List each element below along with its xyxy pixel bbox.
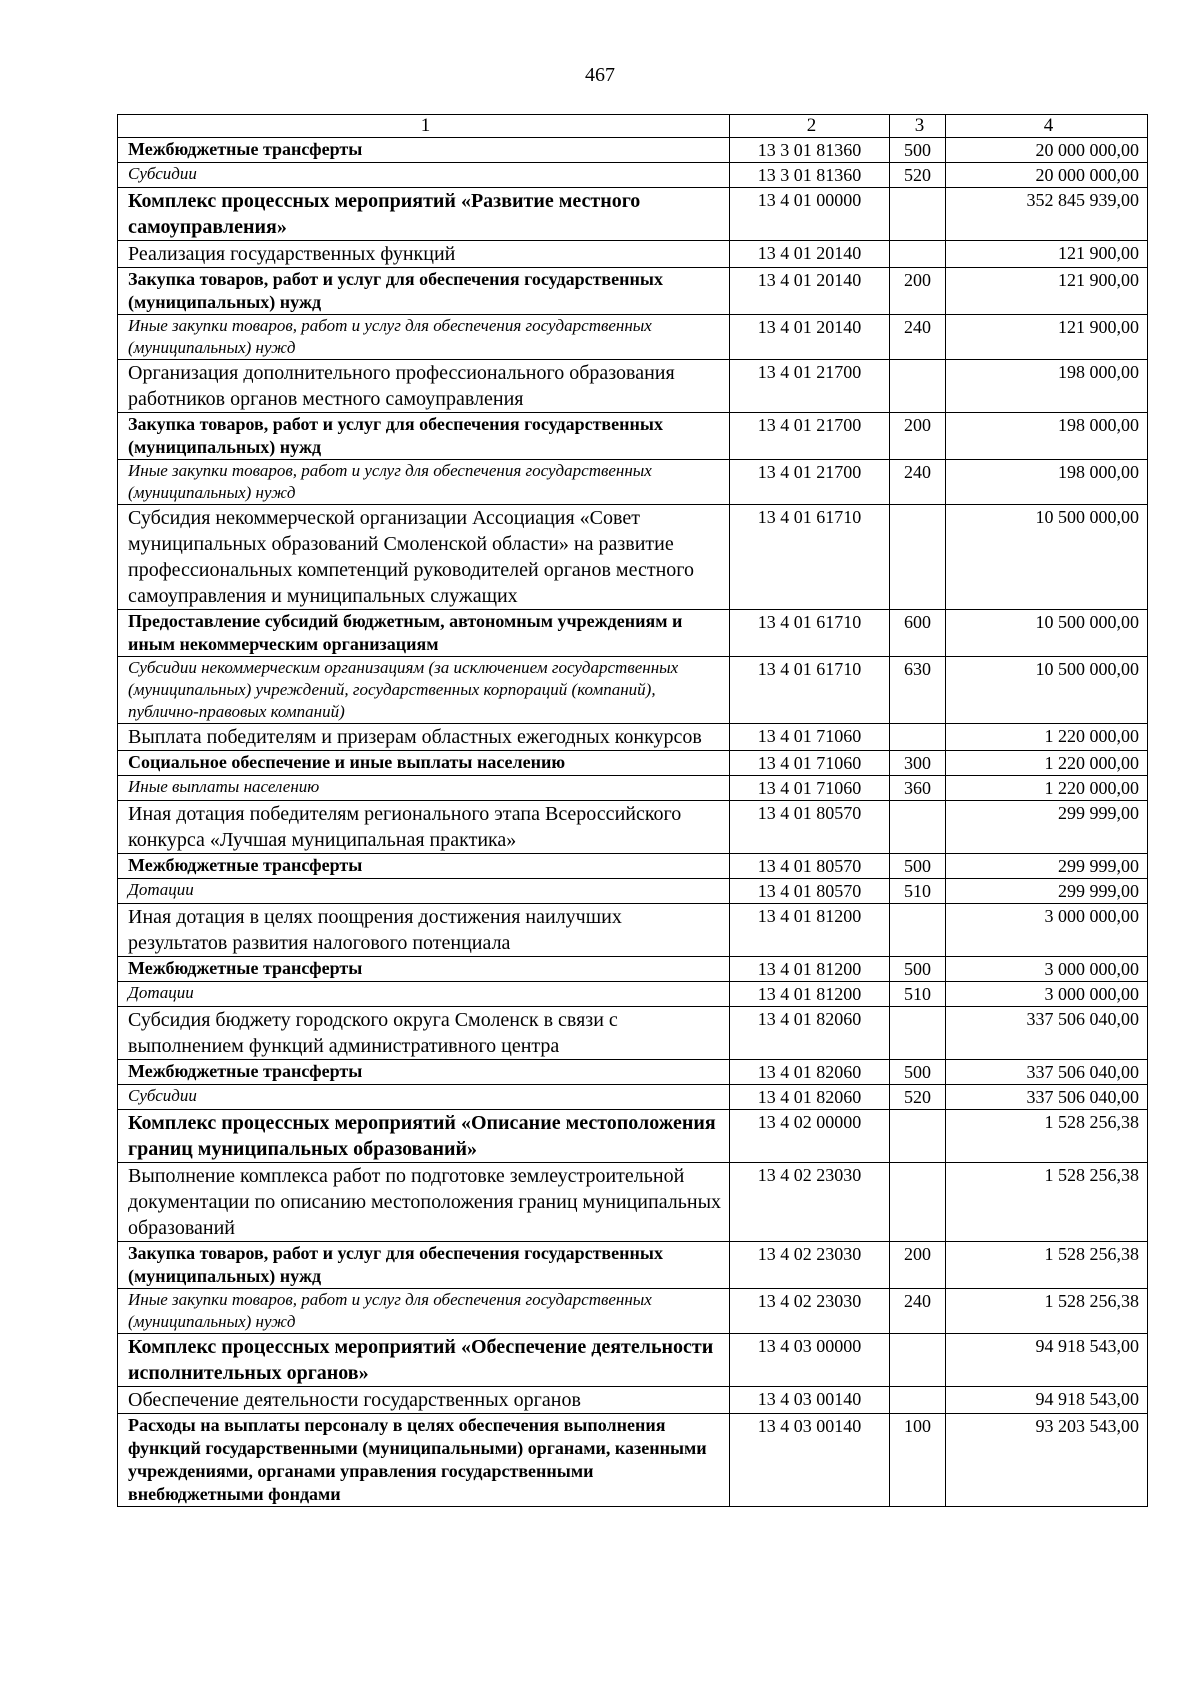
row-name-cell: Обеспечение деятельности государственных органов (118, 1387, 730, 1414)
row-type-cell: 300 (890, 751, 946, 776)
row-name-cell: Субсидии (118, 163, 730, 188)
row-name-cell: Субсидии (118, 1085, 730, 1110)
row-code-cell: 13 4 03 00000 (730, 1334, 890, 1387)
row-code-cell: 13 4 01 20140 (730, 241, 890, 268)
row-amount-cell: 1 220 000,00 (946, 724, 1148, 751)
row-name-cell: Предоставление субсидий бюджетным, автономным учреждениям и иным некоммерческим организациям (118, 610, 730, 657)
table-row (118, 163, 1148, 188)
row-name-cell: Иные закупки товаров, работ и услуг для обеспечения государственных (муниципальных) нужд (118, 1289, 730, 1334)
row-type-cell (890, 904, 946, 957)
row-type-cell (890, 505, 946, 610)
row-code-cell: 13 4 02 23030 (730, 1163, 890, 1242)
row-code-cell: 13 4 02 23030 (730, 1289, 890, 1334)
row-type-cell: 200 (890, 1242, 946, 1289)
row-type-cell: 500 (890, 138, 946, 163)
row-type-cell: 500 (890, 1060, 946, 1085)
table-row (118, 610, 1148, 657)
row-code-cell: 13 4 01 20140 (730, 315, 890, 360)
table-row (118, 1085, 1148, 1110)
row-code-cell: 13 4 02 23030 (730, 1242, 890, 1289)
row-name-cell: Субсидия некоммерческой организации Ассоциация «Совет муниципальных образований Смоленской области» на развитие профессиональных компетенций руководителей органов местного самоуправления и муниципальных служащих (118, 505, 730, 610)
table-row (118, 982, 1148, 1007)
row-amount-cell: 1 528 256,38 (946, 1289, 1148, 1334)
table-row (118, 413, 1148, 460)
row-type-cell (890, 1334, 946, 1387)
row-amount-cell: 121 900,00 (946, 268, 1148, 315)
row-amount-cell: 1 528 256,38 (946, 1110, 1148, 1163)
row-amount-cell: 337 506 040,00 (946, 1060, 1148, 1085)
table-row (118, 776, 1148, 801)
row-name-cell: Иные закупки товаров, работ и услуг для обеспечения государственных (муниципальных) нужд (118, 315, 730, 360)
row-name-cell: Комплекс процессных мероприятий «Развитие местного самоуправления» (118, 188, 730, 241)
row-code-cell: 13 4 01 71060 (730, 776, 890, 801)
row-type-cell (890, 1007, 946, 1060)
row-type-cell: 360 (890, 776, 946, 801)
row-amount-cell: 93 203 543,00 (946, 1414, 1148, 1507)
row-name-cell: Выплата победителям и призерам областных ежегодных конкурсов (118, 724, 730, 751)
table-row (118, 268, 1148, 315)
row-type-cell: 510 (890, 982, 946, 1007)
table-row (118, 724, 1148, 751)
table-row (118, 1387, 1148, 1414)
row-code-cell: 13 4 01 81200 (730, 982, 890, 1007)
row-code-cell: 13 4 01 71060 (730, 751, 890, 776)
row-type-cell: 240 (890, 315, 946, 360)
row-amount-cell: 352 845 939,00 (946, 188, 1148, 241)
row-code-cell: 13 4 01 21700 (730, 460, 890, 505)
table-row (118, 854, 1148, 879)
table-row (118, 505, 1148, 610)
row-name-cell: Комплекс процессных мероприятий «Описание местоположения границ муниципальных образований» (118, 1110, 730, 1163)
column-header-1: 1 (118, 115, 730, 138)
row-name-cell: Закупка товаров, работ и услуг для обеспечения государственных (муниципальных) нужд (118, 1242, 730, 1289)
row-code-cell: 13 4 01 82060 (730, 1085, 890, 1110)
row-type-cell (890, 801, 946, 854)
row-type-cell: 200 (890, 413, 946, 460)
table-row (118, 879, 1148, 904)
table-row (118, 1163, 1148, 1242)
table-row (118, 751, 1148, 776)
row-amount-cell: 337 506 040,00 (946, 1085, 1148, 1110)
row-name-cell: Межбюджетные трансферты (118, 957, 730, 982)
table-row (118, 1110, 1148, 1163)
row-name-cell: Закупка товаров, работ и услуг для обеспечения государственных (муниципальных) нужд (118, 413, 730, 460)
row-name-cell: Комплекс процессных мероприятий «Обеспечение деятельности исполнительных органов» (118, 1334, 730, 1387)
table-row (118, 1334, 1148, 1387)
table-row (118, 657, 1148, 724)
row-name-cell: Субсидии некоммерческим организациям (за исключением государственных (муниципальных) учреждений, государственных корпораций (компаний), публично-правовых компаний) (118, 657, 730, 724)
table-row (118, 241, 1148, 268)
row-amount-cell: 3 000 000,00 (946, 982, 1148, 1007)
table-row (118, 1289, 1148, 1334)
row-type-cell (890, 360, 946, 413)
row-name-cell: Выполнение комплекса работ по подготовке землеустроительной документации по описанию местоположения границ муниципальных образований (118, 1163, 730, 1242)
row-code-cell: 13 4 01 81200 (730, 904, 890, 957)
row-code-cell: 13 4 01 71060 (730, 724, 890, 751)
row-amount-cell: 3 000 000,00 (946, 957, 1148, 982)
row-name-cell: Иная дотация победителям регионального этапа Всероссийского конкурса «Лучшая муниципальная практика» (118, 801, 730, 854)
row-amount-cell: 94 918 543,00 (946, 1387, 1148, 1414)
row-type-cell: 600 (890, 610, 946, 657)
row-name-cell: Дотации (118, 982, 730, 1007)
table-row (118, 801, 1148, 854)
row-amount-cell: 10 500 000,00 (946, 610, 1148, 657)
row-code-cell: 13 4 01 80570 (730, 879, 890, 904)
row-type-cell: 240 (890, 1289, 946, 1334)
row-name-cell: Расходы на выплаты персоналу в целях обеспечения выполнения функций государственными (муниципальными) органами, казенными учреждениями, органами управления государственными внебюджетными фондами (118, 1414, 730, 1507)
row-amount-cell: 121 900,00 (946, 241, 1148, 268)
table-row (118, 460, 1148, 505)
row-type-cell (890, 724, 946, 751)
row-amount-cell: 1 220 000,00 (946, 776, 1148, 801)
row-name-cell: Реализация государственных функций (118, 241, 730, 268)
row-amount-cell: 1 528 256,38 (946, 1163, 1148, 1242)
row-amount-cell: 198 000,00 (946, 460, 1148, 505)
row-type-cell (890, 1387, 946, 1414)
table-row (118, 904, 1148, 957)
page-number: 467 (585, 64, 615, 86)
table-header-row (118, 115, 1148, 138)
table-row (118, 138, 1148, 163)
row-type-cell: 630 (890, 657, 946, 724)
budget-table (117, 114, 1148, 1507)
row-type-cell: 520 (890, 163, 946, 188)
row-code-cell: 13 4 02 00000 (730, 1110, 890, 1163)
table-row (118, 957, 1148, 982)
row-name-cell: Межбюджетные трансферты (118, 1060, 730, 1085)
row-type-cell: 200 (890, 268, 946, 315)
row-name-cell: Закупка товаров, работ и услуг для обеспечения государственных (муниципальных) нужд (118, 268, 730, 315)
table-row (118, 1060, 1148, 1085)
row-type-cell: 520 (890, 1085, 946, 1110)
row-code-cell: 13 4 03 00140 (730, 1414, 890, 1507)
row-type-cell: 240 (890, 460, 946, 505)
table-row (118, 315, 1148, 360)
table-row (118, 1007, 1148, 1060)
row-code-cell: 13 3 01 81360 (730, 138, 890, 163)
row-name-cell: Межбюджетные трансферты (118, 138, 730, 163)
row-type-cell (890, 188, 946, 241)
row-type-cell: 500 (890, 854, 946, 879)
row-code-cell: 13 4 01 81200 (730, 957, 890, 982)
row-amount-cell: 20 000 000,00 (946, 163, 1148, 188)
row-code-cell: 13 4 01 80570 (730, 854, 890, 879)
table-body (118, 115, 1148, 1507)
row-name-cell: Межбюджетные трансферты (118, 854, 730, 879)
row-code-cell: 13 4 01 00000 (730, 188, 890, 241)
column-header-4: 4 (946, 115, 1148, 138)
row-code-cell: 13 4 01 82060 (730, 1007, 890, 1060)
row-code-cell: 13 4 01 20140 (730, 268, 890, 315)
row-type-cell (890, 241, 946, 268)
row-name-cell: Организация дополнительного профессионального образования работников органов местного самоуправления (118, 360, 730, 413)
row-amount-cell: 337 506 040,00 (946, 1007, 1148, 1060)
row-amount-cell: 20 000 000,00 (946, 138, 1148, 163)
row-amount-cell: 121 900,00 (946, 315, 1148, 360)
row-amount-cell: 3 000 000,00 (946, 904, 1148, 957)
row-amount-cell: 94 918 543,00 (946, 1334, 1148, 1387)
row-code-cell: 13 4 01 21700 (730, 360, 890, 413)
row-type-cell: 500 (890, 957, 946, 982)
row-amount-cell: 299 999,00 (946, 801, 1148, 854)
table-row (118, 360, 1148, 413)
table-row (118, 1242, 1148, 1289)
row-amount-cell: 299 999,00 (946, 854, 1148, 879)
row-type-cell: 100 (890, 1414, 946, 1507)
row-name-cell: Дотации (118, 879, 730, 904)
row-code-cell: 13 4 01 61710 (730, 610, 890, 657)
row-code-cell: 13 4 01 61710 (730, 657, 890, 724)
row-name-cell: Социальное обеспечение и иные выплаты населению (118, 751, 730, 776)
table-row (118, 1414, 1148, 1507)
row-amount-cell: 299 999,00 (946, 879, 1148, 904)
row-name-cell: Иные закупки товаров, работ и услуг для обеспечения государственных (муниципальных) нужд (118, 460, 730, 505)
table-row (118, 188, 1148, 241)
row-code-cell: 13 4 01 61710 (730, 505, 890, 610)
row-type-cell (890, 1110, 946, 1163)
row-amount-cell: 1 220 000,00 (946, 751, 1148, 776)
row-amount-cell: 1 528 256,38 (946, 1242, 1148, 1289)
row-amount-cell: 10 500 000,00 (946, 657, 1148, 724)
row-amount-cell: 198 000,00 (946, 413, 1148, 460)
row-code-cell: 13 4 03 00140 (730, 1387, 890, 1414)
row-code-cell: 13 4 01 80570 (730, 801, 890, 854)
row-code-cell: 13 3 01 81360 (730, 163, 890, 188)
column-header-3: 3 (890, 115, 946, 138)
row-code-cell: 13 4 01 82060 (730, 1060, 890, 1085)
row-code-cell: 13 4 01 21700 (730, 413, 890, 460)
row-amount-cell: 10 500 000,00 (946, 505, 1148, 610)
column-header-2: 2 (730, 115, 890, 138)
row-name-cell: Иные выплаты населению (118, 776, 730, 801)
row-name-cell: Иная дотация в целях поощрения достижения наилучших результатов развития налогового потенциала (118, 904, 730, 957)
row-type-cell (890, 1163, 946, 1242)
row-amount-cell: 198 000,00 (946, 360, 1148, 413)
row-name-cell: Субсидия бюджету городского округа Смоленск в связи с выполнением функций административного центра (118, 1007, 730, 1060)
row-type-cell: 510 (890, 879, 946, 904)
